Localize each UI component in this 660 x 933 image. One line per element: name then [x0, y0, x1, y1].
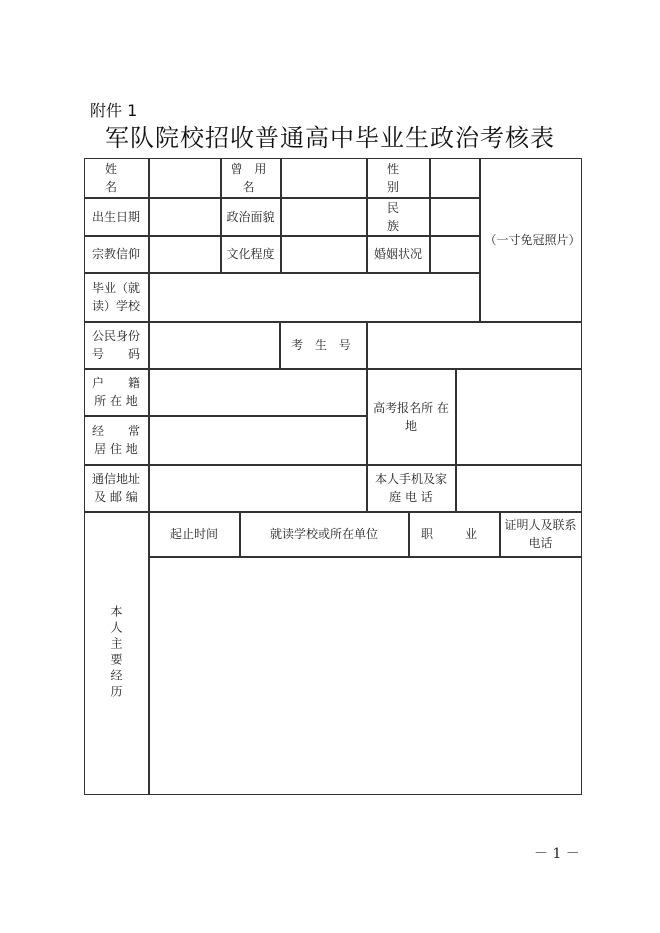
marital-status-label: 婚姻状况	[367, 236, 430, 273]
id-number-field[interactable]	[149, 322, 280, 369]
exam-registration-place-field[interactable]	[456, 369, 582, 465]
education-label: 文化程度	[221, 236, 281, 273]
phone-field[interactable]	[456, 465, 582, 512]
religion-field[interactable]	[149, 236, 221, 273]
history-content-area[interactable]	[149, 557, 582, 795]
exam-number-label: 考 生 号	[280, 322, 367, 369]
photo-box[interactable]: （一寸免冠照片）	[480, 158, 582, 322]
former-name-field[interactable]	[281, 158, 367, 198]
address-label: 通信地址及 邮 编	[84, 465, 149, 512]
political-review-form	[84, 158, 582, 795]
school-field[interactable]	[149, 273, 480, 322]
education-field[interactable]	[281, 236, 367, 273]
ethnicity-label: 民 族	[367, 198, 430, 236]
residence-field[interactable]	[149, 416, 367, 465]
exam-registration-place-label: 高考报名所 在 地	[367, 369, 456, 465]
residence-label: 经 常居 住 地	[84, 416, 149, 465]
political-status-label: 政治面貌	[221, 198, 281, 236]
attachment-label: 附件 1	[90, 101, 138, 120]
ethnicity-field[interactable]	[430, 198, 480, 236]
id-number-label: 公民身份号 码	[84, 322, 149, 369]
history-column-school-unit: 就读学校或所在单位	[240, 512, 409, 557]
gender-field[interactable]	[430, 158, 480, 198]
address-field[interactable]	[149, 465, 367, 512]
name-field[interactable]	[149, 158, 221, 198]
history-column-period: 起止时间	[149, 512, 240, 557]
gender-label: 性 别	[367, 158, 430, 198]
exam-number-field[interactable]	[367, 322, 582, 369]
form-title: 军队院校招收普通高中毕业生政治考核表	[105, 124, 555, 152]
history-label: 本人主要经历	[84, 512, 149, 795]
school-label: 毕业（就读）学校	[84, 273, 149, 322]
history-column-occupation: 职 业	[409, 512, 500, 557]
household-field[interactable]	[149, 369, 367, 416]
political-status-field[interactable]	[281, 198, 367, 236]
history-column-witness-phone: 证明人及联系电话	[500, 512, 582, 557]
household-label: 户 籍所 在 地	[84, 369, 149, 416]
name-label: 姓 名	[84, 158, 149, 198]
religion-label: 宗教信仰	[84, 236, 149, 273]
birth-date-label: 出生日期	[84, 198, 149, 236]
marital-status-field[interactable]	[430, 236, 480, 273]
page-number: － 1 －	[534, 846, 580, 862]
phone-label: 本人手机及家 庭 电 话	[367, 465, 456, 512]
birth-date-field[interactable]	[149, 198, 221, 236]
former-name-label: 曾 用 名	[221, 158, 281, 198]
